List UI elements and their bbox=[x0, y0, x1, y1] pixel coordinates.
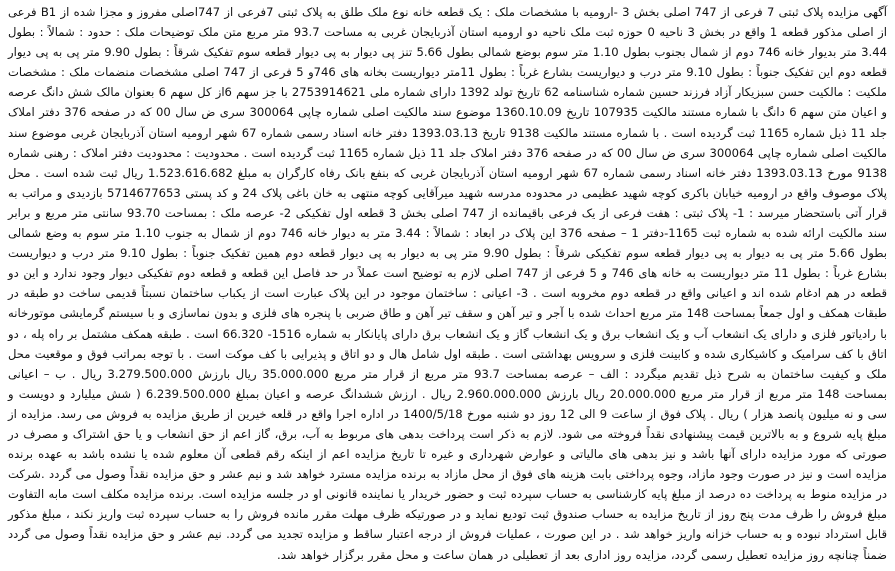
auction-notice-body-text: آگهی مزایده پلاک ثبتی 7 فرعی از 747 اصلی بخش 3 -ارومیه با مشخصات ملک : یک قطعه خانه نوع ملک طلق به پلاک ثبتی 7فرعی از 747اصلی مفروز و مجزا شده از B1 فرعی از اصلی مذکور قطعه 1 واقع در بخش 3 ناحیه 0 حوزه ثبت ملک ناحیه دو ارومیه استان آذربایجان غربی به مساحت 93.7 متر مربع متن ملک توضیحات ملک : حدود : شمالاً : بطول 3.44 متر بدیوار خانه 746 دوم از شمال بجنوب بطول 1.10 متر سوم بوضع شمالی بطول 5.66 تنز پی دیوار به پی دیوار قطعه سوم تفکیک شرقاً : بطول 9.90 متر پی به پی دیوار قطعه دوم این تفکیک جنوباً : بطول 9.10 متر درب و دیواریست بشارع غرباً : بطول 11متر دیواریست بخانه های 746و 5 فرعی از 747 اصلی مشخصات منضمات ملک : مشخصات ملکیت : مالکیت حسن سبزیکار آزاد فرزند حسین شماره شناسنامه 62 تاریخ تولد 1392 دارای شماره ملی 2753914621 با جز سهم 6از کل سهم 6 بعنوان مالک شش دانگ عرصه و اعیان متن سهم 6 دانگ با شماره مستند مالکیت 107935 تاریخ 1360.10.09 موضوع سند مالکیت اصلی شماره چاپی 300064 سری ض سال 00 که در صفحه 376 دفتر املاک جلد 11 ذیل شماره 1165 ثبت گردیده است . با شماره مستند مالکیت 9138 تاریخ 1393.03.13 دفتر خانه اسناد رسمی شماره 67 شهر ارومیه استان آذربایجان غربی موضوع سند مالکیت اصلی شماره چاپی 300064 سری ض سال 00 که در صفحه 376 دفتر املاک جلد 11 ذیل شماره 1165 ثبت گردیده است . محدودیت : محدودیت دفتر املاک : رهنی شماره 9138 مورخ 1393.03.13 دفتر خانه اسناد رسمی شماره 67 شهر ارومیه استان آذربایجان غربی که بنفع بانک رفاه کارگران به مبلغ 1.523.616.682 ریال ثبت شده است . محل پلاک موصوف واقع در ارومیه خیابان باکری کوچه شهید عظیمی در محدوده مدرسه شهید میرآقایی کوچه منتهی به خان باغی پلاک 24 و کد پستی 5714677653 بازدیدی و مراتب به قرار آتی باستحضار میرسد : 1- پلاک ثبتی : هفت فرعی از یک فرعی باقیمانده از 747 اصلی بخش 3 قطعه اول تفکیکی 2- عرصه ملک : بمساحت 93.70 سانتی متر مربع و برابر سند مالکیت ارائه شده به شماره ثبت 1165-دفتر 1 – صفحه 376 این پلاک در ابعاد : شمالاً : 3.44 متر به دیوار خانه 746 دوم از شمال به جنوب 1.10 متر سوم به وضع شمالی بطول 5.66 متر پی به دیوار به پی دیوار قطعه سوم تفکیکی شرقاً : بطول 9.90 متر پی به دیوار به پی دیوار قطعه دوم همین تفکیک جنوباً : بطول 9.10 متر درب و دیواریست بشارع غرباً : بطول 11 متر دیواریست به خانه های 746 و 5 فرعی از 747 اصلی لازم به توضیح است عملاً در حد فاصل این قطعه و قطعه دوم تفکیکی دیوار وجود ندارد و این دو قطعه در هم ادغام شده اند و اعیانی واقع در قطعه دوم مخروبه است . 3- اعیانی : ساختمان موجود در این پلاک عبارت است از یکباب ساختمان نسبتاً قدیمی ساخت دو طبقه در طبقات همکف و اول جمعاً بمساحت 148 متر مربع احداث شده با آجر و تیر آهن و سقف تیر آهن و طاق ضربی با پنجره های فلزی و بدون نماسازی و با سیستم گرمایشی موتورخانه با رادیاتور فلزی و دارای یک انشعاب آب و یک انشعاب برق و یک انشعاب گاز و یک انشعاب برق دارای پایانکار به شماره 1516- 66.320 است . طبقه همکف مشتمل بر راه پله ، دو اتاق با کف سرامیک و کاشیکاری شده و کابینت فلزی و سرویس بهداشتی است . طبقه اول شامل هال و دو اتاق و پذیرایی با کف موکت است . با توجه بمراتب فوق و موقعیت محل ملک و کیفیت ساختمان به شرح ذیل تقدیم میگردد : الف – عرصه بمساحت 93.7 متر مربع از قرار متر مربع 35.000.000 ریال بارزش 3.279.500.000 ریال . ب – اعیانی بمساحت 148 متر مربع از قرار متر مربع 20.000.000 ریال بارزش 2.960.000.000 ریال . ارزش ششدانگ عرصه و اعیان بمبلغ 6.239.500.000 ( شش میلیارد و دویست و سی و نه میلیون پانصد هزار ) ریال . پلاک فوق از ساعت 9 الی 12 روز دو شنبه مورخ 1400/5/18 در اداره اجرا واقع در قلعه خیرین از طریق مزایده به فروش می رسد. مزایده از مبلغ پایه شروع و به بالاترین قیمت پیشنهادی نقداً فروخته می شود. لازم به ذکر است پرداخت بدهی های مربوط به آب، برق، گاز اعم از حق انشعاب و یا حق اشتراک و مصرف در صورتی که مورد مزایده دارای آنها باشد و نیز بدهی های مالیاتی و عوارض شهرداری و غیره تا تاریخ مزایده اعم از اینکه رقم قطعی آن معلوم شده یا نشده باشد به عهده برنده مزایده است و نیز در صورت وجود مازاد، وجوه پرداختی بابت هزینه های فوق از محل مازاد به برنده مزایده مسترد خواهد شد و نیم عشر و حق مزایده نقداً وصول می گردد .شرکت در مزایده منوط به پرداخت ده درصد از مبلغ پایه کارشناسی به حساب سپرده ثبت و حضور خریدار یا نماینده قانونی او در جلسه مزایده است. برنده مزایده مکلف است مابه التفاوت مبلغ فروش را ظرف مدت پنج روز از تاریخ مزایده به حساب صندوق ثبت تودیع نماید و در صورتیکه ظرف مهلت مقرر مانده فروش را به حساب سپرده ثبت واریز نکند ، مبلغ مذکور قابل استرداد نبوده و به حساب خزانه واریز خواهد شد . در این صورت ، عملیات فروش از درجه اعتبار ساقط و مزایده تجدید می گردد. نیم عشر و حق مزایده نقداً وصول می گردد ضمناً چنانچه روز مزایده تعطیل رسمی گردد، مزایده روز اداری بعد از تعطیلی در همان ساعت و محل مقرر برگزار خواهد شد. bbox=[8, 5, 888, 562]
